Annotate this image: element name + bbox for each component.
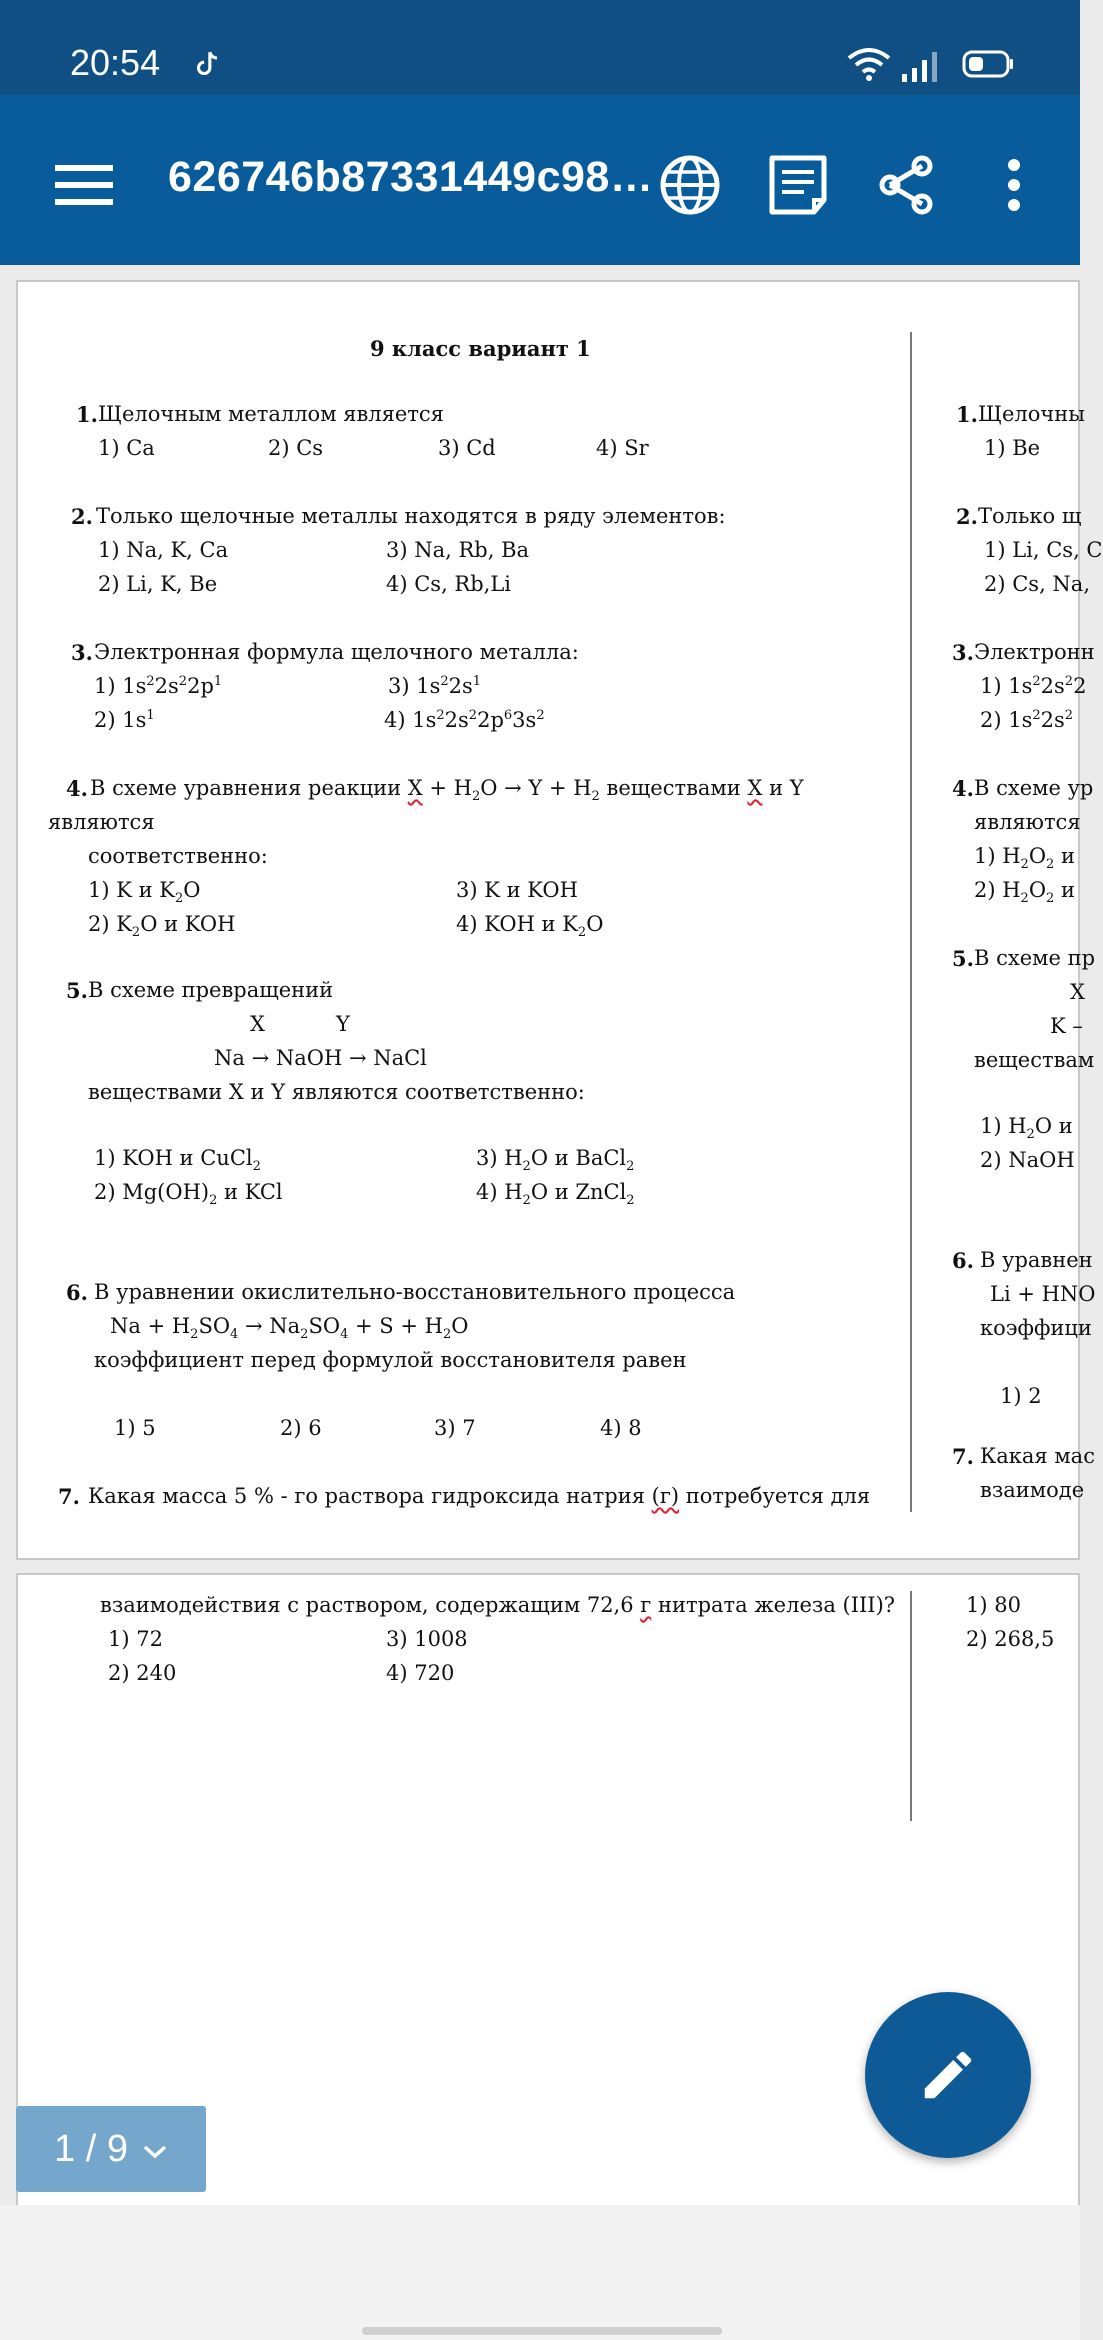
rq2-option-1: 1) Li, Cs, C xyxy=(984,538,1103,562)
rq4-option-1: 1) $H_2O_2$ и xyxy=(974,844,1075,873)
notes-icon xyxy=(768,154,828,216)
rq6-number: 6. xyxy=(952,1248,974,1273)
q4-option-2: 2) $K_2O$ и KOH xyxy=(88,912,236,941)
q1-option-3: 3) Cd xyxy=(438,436,496,460)
more-vert-icon xyxy=(1006,157,1022,213)
rq1-text: Щелочны xyxy=(978,402,1085,426)
menu-icon xyxy=(55,163,113,207)
rq6-text-line3: коэффици xyxy=(980,1316,1092,1340)
rq5-text-line3: веществам xyxy=(974,1048,1095,1072)
rq7-number: 7. xyxy=(952,1444,974,1469)
q3-option-1: 1) $1s^22s^22p^1$ xyxy=(94,674,223,698)
q4-option-3: 3) K и KOH xyxy=(456,878,578,902)
q5-text: В схеме превращений xyxy=(88,978,334,1002)
edit-icon xyxy=(917,2044,979,2106)
rq6-text-line2: Li + HNO xyxy=(990,1282,1096,1306)
wifi-icon xyxy=(846,46,892,82)
q3-number: 3. xyxy=(71,640,93,665)
q7-text-line2: взаимодействия с раствором, содержащим 72,6 г нитрата железа (III)? xyxy=(100,1593,896,1617)
rq4-text: В схеме ур xyxy=(974,776,1094,800)
q1-number: 1. xyxy=(76,402,98,427)
page-heading: 9 класс вариант 1 xyxy=(370,336,591,361)
q6-text: В уравнении окислительно-восстановительного процесса xyxy=(94,1280,736,1304)
q7-option-3: 3) 1008 xyxy=(386,1627,468,1651)
rq4-number: 4. xyxy=(952,776,974,801)
q1-option-1: 1) Ca xyxy=(98,436,155,460)
rq5-text: В схеме пр xyxy=(974,946,1096,970)
q6-option-3: 3) 7 xyxy=(434,1416,476,1440)
q6-number: 6. xyxy=(66,1280,88,1305)
q6-equation: $Na + H_2SO_4 \to Na_2SO_4 + S + H_2O$ xyxy=(110,1314,469,1343)
column-divider xyxy=(910,332,912,1512)
rq5-scheme: K – xyxy=(1050,1014,1083,1038)
rq5-option-1: 1) $H_2O$ и xyxy=(980,1114,1073,1143)
q3-text: Электронная формула щелочного металла: xyxy=(94,640,579,664)
rq6-text: В уравнен xyxy=(980,1248,1093,1272)
q7-option-2: 2) 240 xyxy=(108,1661,177,1685)
document-title: 626746b87331449c98… xyxy=(168,153,654,201)
q5-number: 5. xyxy=(66,978,88,1003)
more-options-button[interactable] xyxy=(974,145,1054,225)
q2-option-1: 1) Na, K, Ca xyxy=(98,538,229,562)
q6-option-4: 4) 8 xyxy=(600,1416,642,1440)
q6-option-1: 1) 5 xyxy=(114,1416,156,1440)
q4-number: 4. xyxy=(66,776,88,801)
q4-option-1: 1) K и $K_2O$ xyxy=(88,878,201,907)
q5-option-4: 4) $H_2O$ и ZnCl$_2$ xyxy=(476,1180,635,1209)
q2-option-4: 4) Cs, Rb,Li xyxy=(386,572,512,596)
rq3-option-2: 2) $1s^22s^2$ xyxy=(980,708,1074,732)
q6-text-line3: коэффициент перед формулой восстановителя равен xyxy=(94,1348,687,1372)
q1-option-2: 2) Cs xyxy=(268,436,324,460)
document-page-1[interactable] xyxy=(16,280,1103,1560)
viewer-background xyxy=(0,2205,1080,2340)
q4-text-line2: являются xyxy=(48,810,155,834)
rq7-option-1: 1) 80 xyxy=(966,1593,1021,1617)
rq5-number: 5. xyxy=(952,946,974,971)
rq2-option-2: 2) Cs, Na, xyxy=(984,572,1090,596)
status-bar xyxy=(0,0,1080,95)
q1-option-4: 4) Sr xyxy=(596,436,649,460)
rq7-option-2: 2) 268,5 xyxy=(966,1627,1055,1651)
q6-option-2: 2) 6 xyxy=(280,1416,322,1440)
q7-option-4: 4) 720 xyxy=(386,1661,455,1685)
chevron-down-icon xyxy=(142,2144,168,2160)
translate-button[interactable] xyxy=(650,145,730,225)
rq3-option-1: 1) $1s^22s^22$ xyxy=(980,674,1087,698)
rq5-label-x: X xyxy=(1070,980,1085,1004)
menu-button[interactable] xyxy=(44,145,124,225)
q7-option-1: 1) 72 xyxy=(108,1627,163,1651)
q2-option-2: 2) Li, K, Be xyxy=(98,572,218,596)
page-indicator-label: 1 / 9 xyxy=(54,2127,128,2170)
q2-option-3: 3) Na, Rb, Ba xyxy=(386,538,530,562)
rq3-number: 3. xyxy=(952,640,974,665)
q5-option-2: 2) $Mg(OH)_2$ и KCl xyxy=(94,1180,283,1209)
q7-text: Какая масса 5 % - го раствора гидроксида натрия (г) потребуется для xyxy=(88,1484,871,1508)
share-icon xyxy=(876,154,936,216)
edit-fab-button[interactable] xyxy=(865,1992,1031,2158)
app-bar xyxy=(0,95,1080,265)
q7-number: 7. xyxy=(58,1484,80,1509)
q3-option-2: 2) $1s^1$ xyxy=(94,708,155,732)
q3-option-4: 4) $1s^22s^22p^63s^2$ xyxy=(384,708,545,732)
rq4-text-line2: являются xyxy=(974,810,1081,834)
q5-option-1: 1) KOH и CuCl$_2$ xyxy=(94,1146,261,1175)
comments-button[interactable] xyxy=(758,145,838,225)
battery-icon xyxy=(962,50,1014,78)
q4-option-4: 4) KOH и $K_2O$ xyxy=(456,912,604,941)
share-button[interactable] xyxy=(866,145,946,225)
rq2-text: Только щ xyxy=(978,504,1082,528)
rq6-option-1: 1) 2 xyxy=(1000,1384,1042,1408)
rq7-text: Какая мас xyxy=(980,1444,1095,1468)
rq7-text-line2: взаимоде xyxy=(980,1478,1085,1502)
q4-text-line3: соответственно: xyxy=(88,844,268,868)
q1-text: Щелочным металлом является xyxy=(98,402,444,426)
q5-label-y: Y xyxy=(336,1012,350,1036)
tiktok-notification-icon xyxy=(190,48,224,82)
q5-text-line3: веществами X и Y являются соответственно: xyxy=(88,1080,585,1104)
page-indicator[interactable] xyxy=(16,2106,206,2192)
q5-label-x: X xyxy=(250,1012,265,1036)
q2-text: Только щелочные металлы находятся в ряду элементов: xyxy=(96,504,726,528)
signal-icon xyxy=(900,50,940,82)
q5-scheme: Na → NaOH → NaCl xyxy=(214,1046,427,1070)
q2-number: 2. xyxy=(71,504,93,529)
column-divider xyxy=(910,1591,912,1821)
gesture-nav-bar[interactable] xyxy=(362,2327,722,2335)
q5-option-3: 3) $H_2O$ и BaCl$_2$ xyxy=(476,1146,635,1175)
rq1-number: 1. xyxy=(956,402,978,427)
rq2-number: 2. xyxy=(956,504,978,529)
status-time: 20:54 xyxy=(70,42,161,83)
rq4-option-2: 2) $H_2O_2$ и xyxy=(974,878,1075,907)
rq3-text: Электронн xyxy=(974,640,1095,664)
q3-option-3: 3) $1s^22s^1$ xyxy=(388,674,482,698)
rq5-option-2: 2) NaOH xyxy=(980,1148,1075,1172)
globe-icon xyxy=(659,154,721,216)
rq1-option-1: 1) Be xyxy=(984,436,1041,460)
q4-text: В схеме уравнения реакции $X + H_2O \to Y + H_2$ веществами X и Y xyxy=(90,776,804,805)
